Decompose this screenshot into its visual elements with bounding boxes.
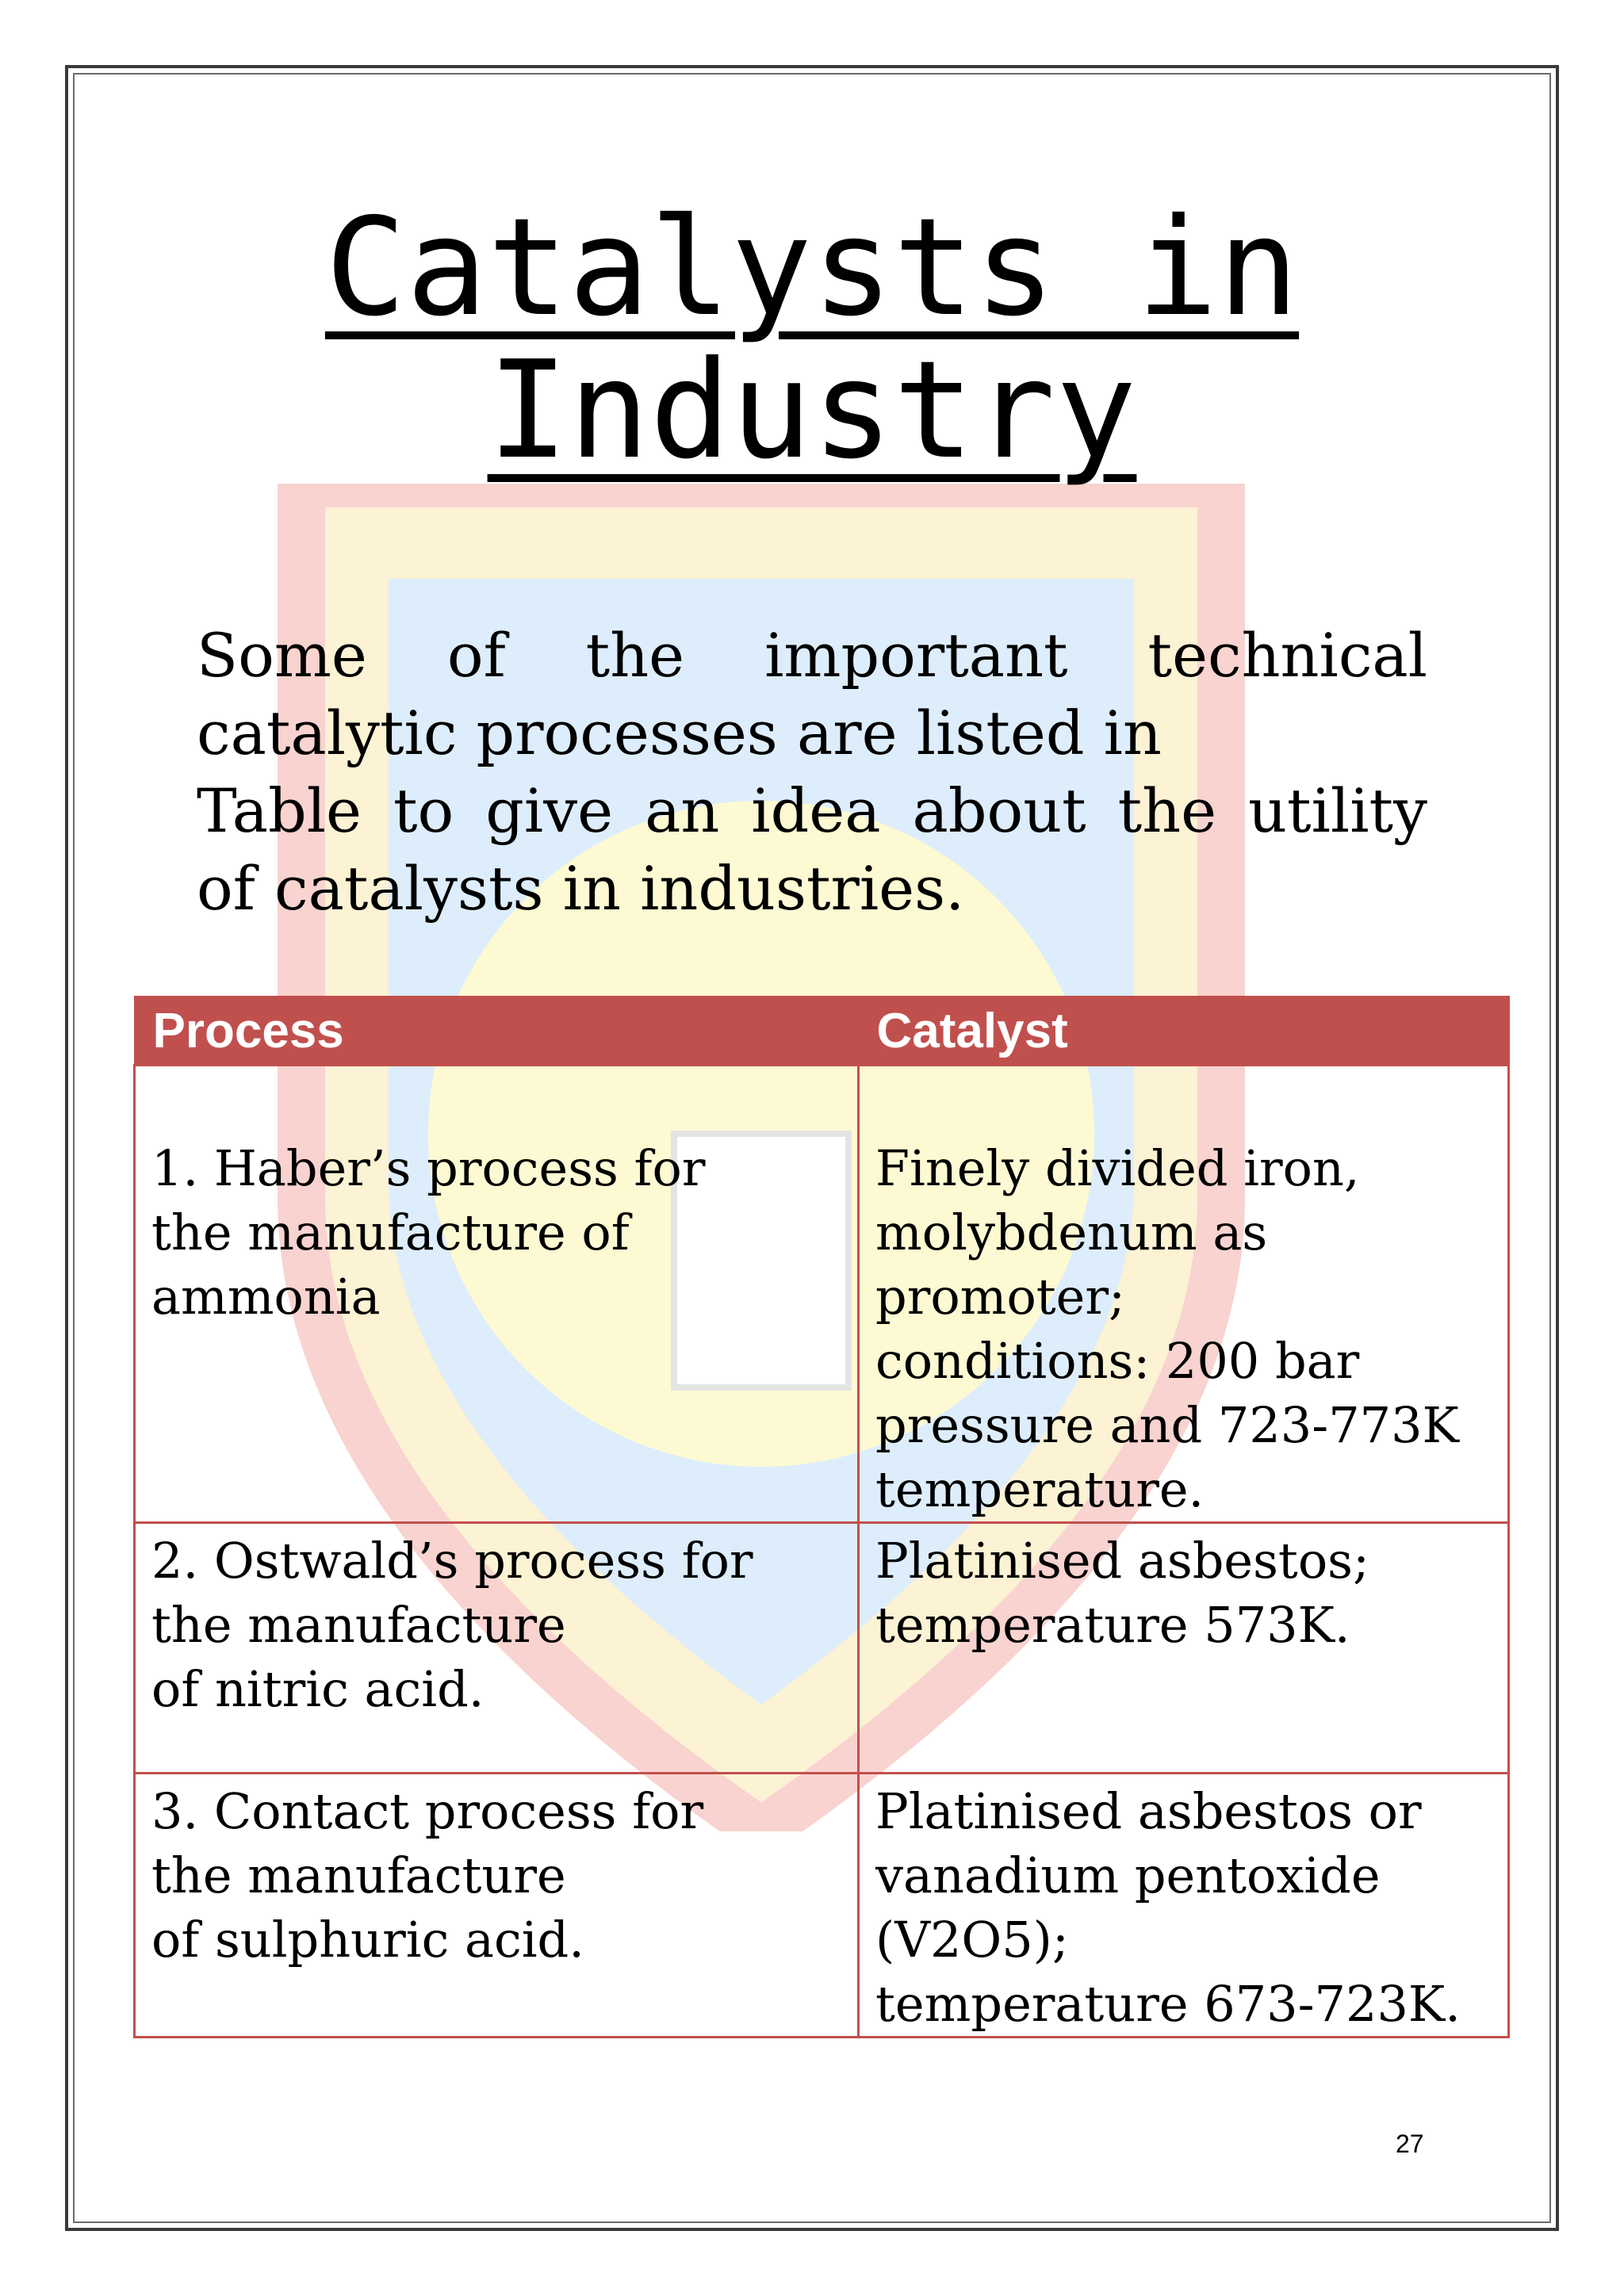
process-cell bbox=[135, 1774, 859, 2038]
cell-line: (V2O5); bbox=[875, 1911, 1069, 1969]
page-title-line: Catalysts in bbox=[324, 189, 1300, 346]
table-row bbox=[135, 1774, 1509, 2038]
cell-line: temperature 673-723K. bbox=[875, 1975, 1461, 2033]
process-cell bbox=[135, 1066, 859, 1523]
page-title-line: Industry bbox=[487, 332, 1137, 489]
cell-line: of sulphuric acid. bbox=[151, 1911, 584, 1969]
column-header-catalyst: Catalyst bbox=[859, 997, 1509, 1066]
page-title bbox=[0, 189, 1624, 489]
table-row bbox=[135, 1523, 1509, 1774]
process-cell bbox=[135, 1523, 859, 1774]
cell-line: Finely divided iron, bbox=[875, 1139, 1360, 1197]
cell-line: the manufacture of bbox=[151, 1203, 630, 1261]
cell-line: the manufacture bbox=[151, 1596, 566, 1654]
cell-line: Platinised asbestos or bbox=[875, 1782, 1422, 1840]
page-number: 27 bbox=[1396, 2130, 1424, 2158]
cell-line: the manufacture bbox=[151, 1846, 566, 1904]
cell-line: 3. Contact process for bbox=[151, 1782, 704, 1840]
intro-line: Some of the important technical bbox=[197, 620, 1427, 691]
cell-line: Platinised asbestos; bbox=[875, 1532, 1369, 1590]
cell-line: conditions: 200 bar bbox=[875, 1332, 1360, 1390]
cell-line: pressure and 723-773K bbox=[875, 1396, 1459, 1454]
catalyst-cell bbox=[859, 1066, 1509, 1523]
intro-line: of catalysts in industries. bbox=[197, 853, 965, 924]
cell-line: temperature. bbox=[875, 1460, 1205, 1518]
table-row bbox=[135, 1066, 1509, 1523]
column-header-process: Process bbox=[135, 997, 859, 1066]
table-header-row bbox=[135, 997, 1509, 1066]
cell-line: promoter; bbox=[875, 1268, 1125, 1326]
cell-line: of nitric acid. bbox=[151, 1660, 485, 1718]
catalyst-table bbox=[133, 996, 1510, 2038]
cell-line: 1. Haber’s process for bbox=[151, 1139, 706, 1197]
intro-line: catalytic processes are listed in bbox=[197, 698, 1162, 768]
cell-line: temperature 573K. bbox=[875, 1596, 1350, 1654]
cell-line: vanadium pentoxide bbox=[875, 1846, 1381, 1904]
intro-paragraph bbox=[197, 617, 1427, 928]
catalyst-cell bbox=[859, 1774, 1509, 2038]
catalyst-cell bbox=[859, 1523, 1509, 1774]
cell-line: ammonia bbox=[151, 1268, 381, 1326]
intro-line: Table to give an idea about the utility bbox=[197, 775, 1427, 846]
cell-line: 2. Ostwald’s process for bbox=[151, 1532, 753, 1590]
cell-line: molybdenum as bbox=[875, 1203, 1268, 1261]
